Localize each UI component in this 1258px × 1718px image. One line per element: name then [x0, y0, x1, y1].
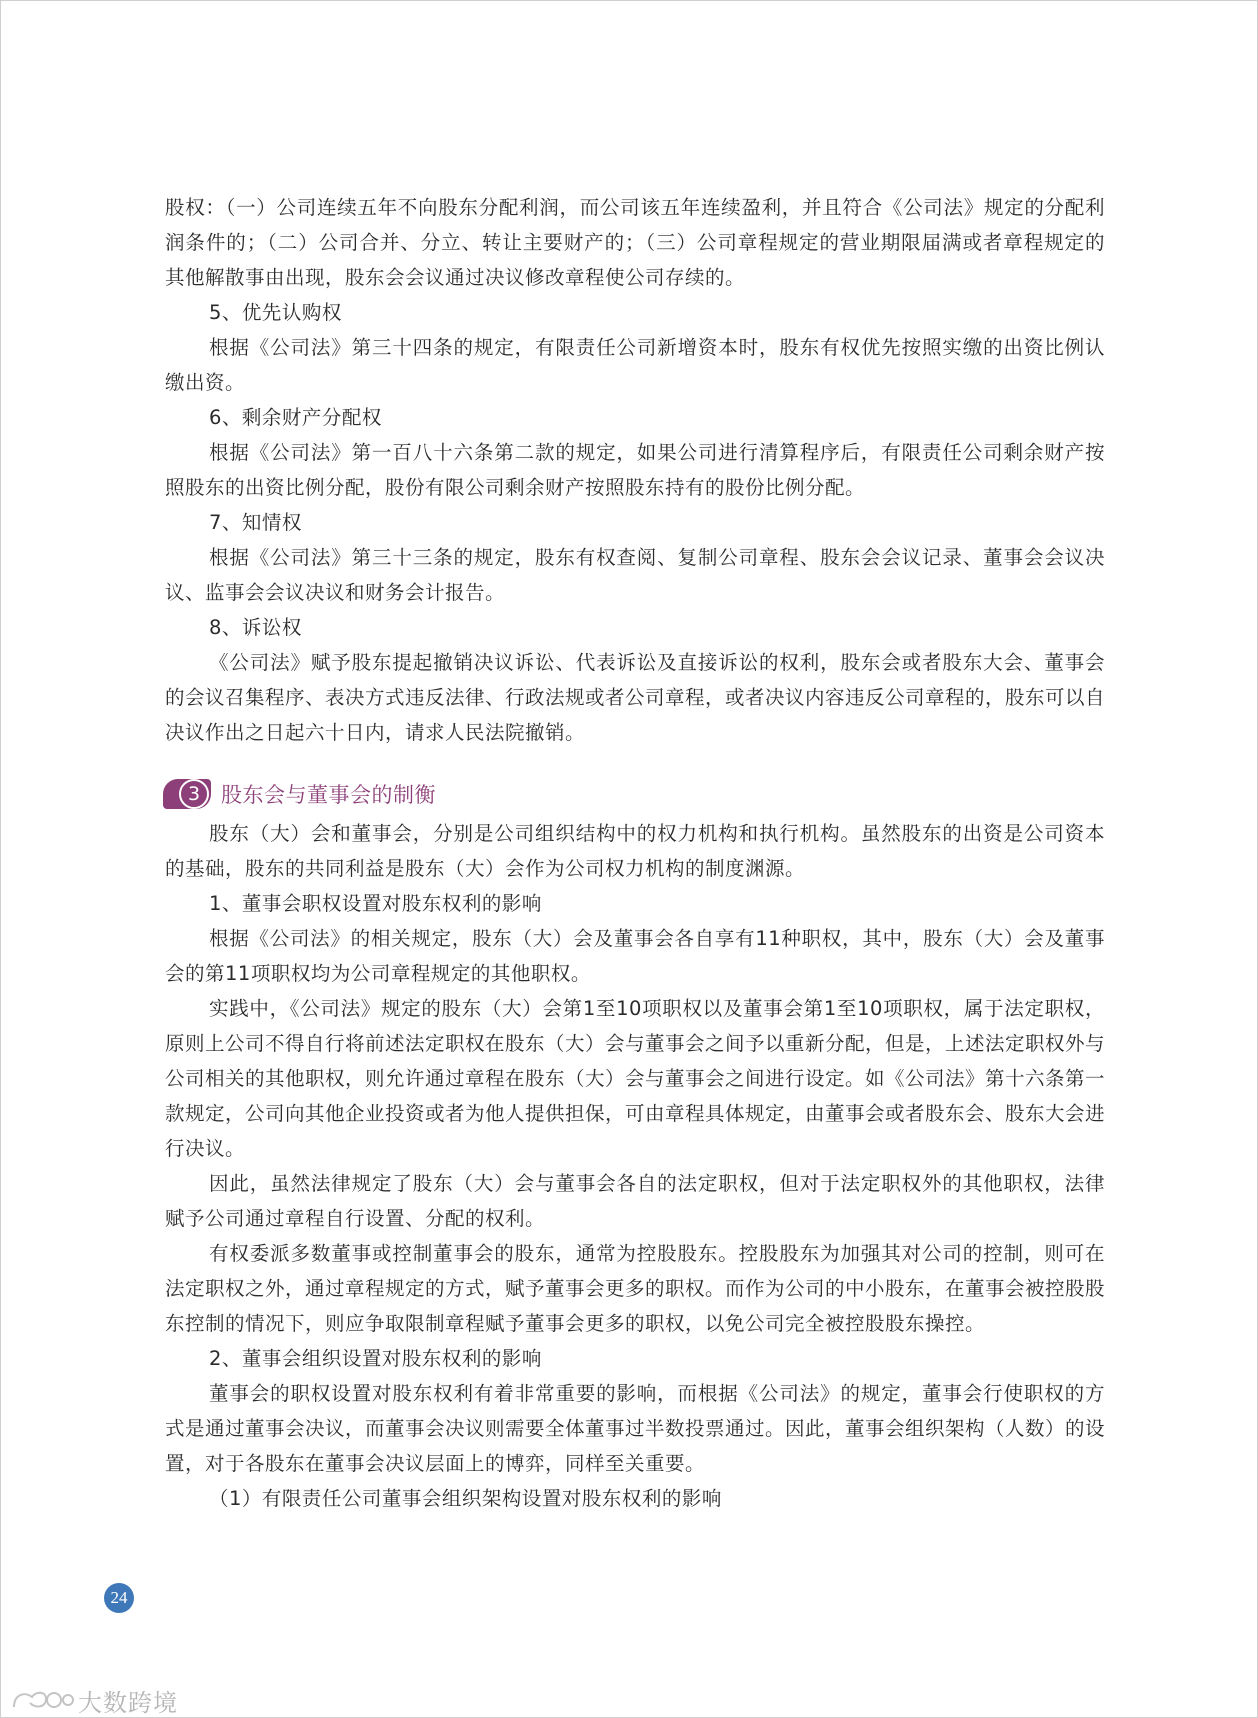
subheading-residual-property-right: 6、剩余财产分配权 [209, 406, 382, 429]
paragraph: 股权：（一）公司连续五年不向股东分配利润，而公司该五年连续盈利，并且符合《公司法》规定的分配利润条件的；（二）公司合并、分立、转让主要财产的；（三）公司章程规定的营业期限届满或者章程规定的其他解散事由出现，股东会会议通过决议修改章程使公司存续的。 [165, 196, 1105, 289]
subheading-preemptive-right: 5、优先认购权 [209, 301, 342, 324]
paragraph: 根据《公司法》第三十四条的规定，有限责任公司新增资本时，股东有权优先按照实缴的出资比例认缴出资。 [165, 336, 1105, 394]
page-number: 24 [104, 1583, 134, 1613]
paragraph: 董事会的职权设置对股东权利有着非常重要的影响，而根据《公司法》的规定，董事会行使职权的方式是通过董事会决议，而董事会决议则需要全体董事过半数投票通过。因此，董事会组织架构（人数）的设置，对于各股东在董事会决议层面上的博弈，同样至关重要。 [165, 1382, 1106, 1475]
section-heading [163, 776, 1105, 812]
subheading-board-organization: 2、董事会组织设置对股东权利的影响 [209, 1347, 542, 1370]
section-number-badge [163, 779, 211, 809]
paragraph-group-top [165, 190, 1105, 750]
paragraph: 因此，虽然法律规定了股东（大）会与董事会各自的法定职权，但对于法定职权外的其他职权，法律赋予公司通过章程自行设置、分配的权利。 [165, 1172, 1105, 1230]
paragraph: 《公司法》赋予股东提起撤销决议诉讼、代表诉讼及直接诉讼的权利，股东会或者股东大会、董事会的会议召集程序、表决方式违反法律、行政法规或者公司章程，或者决议内容违反公司章程的，股东可以自决议作出之日起六十日内，请求人民法院撤销。 [165, 651, 1106, 744]
document-body [165, 190, 1105, 1516]
section-number: 3 [179, 779, 209, 809]
subheading-right-to-know: 7、知情权 [209, 511, 302, 534]
watermark-text: 大数跨境 [78, 1688, 178, 1717]
sub-subheading-llc-board: （1）有限责任公司董事会组织架构设置对股东权利的影响 [209, 1487, 722, 1510]
subheading-litigation-right: 8、诉讼权 [209, 616, 302, 639]
paragraph: 实践中，《公司法》规定的股东（大）会第1至10项职权以及董事会第1至10项职权，属于法定职权，原则上公司不得自行将前述法定职权在股东（大）会与董事会之间予以重新分配，但是，上述法定职权外与公司相关的其他职权，则允许通过章程在股东（大）会与董事会之间进行设定。如《公司法》第十六条第一款规定，公司向其他企业投资或者为他人提供担保，可由章程具体规定，由董事会或者股东会、股东大会进行决议。 [165, 997, 1106, 1160]
paragraph-group-bottom [165, 816, 1105, 1516]
watermark-logo-icon [10, 1687, 74, 1713]
subheading-board-powers: 1、董事会职权设置对股东权利的影响 [209, 892, 542, 915]
paragraph: 根据《公司法》第一百八十六条第二款的规定，如果公司进行清算程序后，有限责任公司剩余财产按照股东的出资比例分配，股份有限公司剩余财产按照股东持有的股份比例分配。 [165, 441, 1105, 499]
paragraph: 股东（大）会和董事会，分别是公司组织结构中的权力机构和执行机构。虽然股东的出资是公司资本的基础，股东的共同利益是股东（大）会作为公司权力机构的制度渊源。 [165, 822, 1105, 880]
paragraph: 有权委派多数董事或控制董事会的股东，通常为控股股东。控股股东为加强其对公司的控制，则可在法定职权之外，通过章程规定的方式，赋予董事会更多的职权。而作为公司的中小股东，在董事会被控股股东控制的情况下，则应争取限制章程赋予董事会更多的职权，以免公司完全被控股股东操控。 [165, 1242, 1106, 1335]
paragraph: 根据《公司法》的相关规定，股东（大）会及董事会各自享有11种职权，其中，股东（大）会及董事会的第11项职权均为公司章程规定的其他职权。 [165, 927, 1105, 985]
paragraph: 根据《公司法》第三十三条的规定，股东有权查阅、复制公司章程、股东会会议记录、董事会会议决议、监事会会议决议和财务会计报告。 [165, 546, 1105, 604]
section-title: 股东会与董事会的制衡 [221, 783, 436, 807]
watermark [10, 1686, 178, 1717]
